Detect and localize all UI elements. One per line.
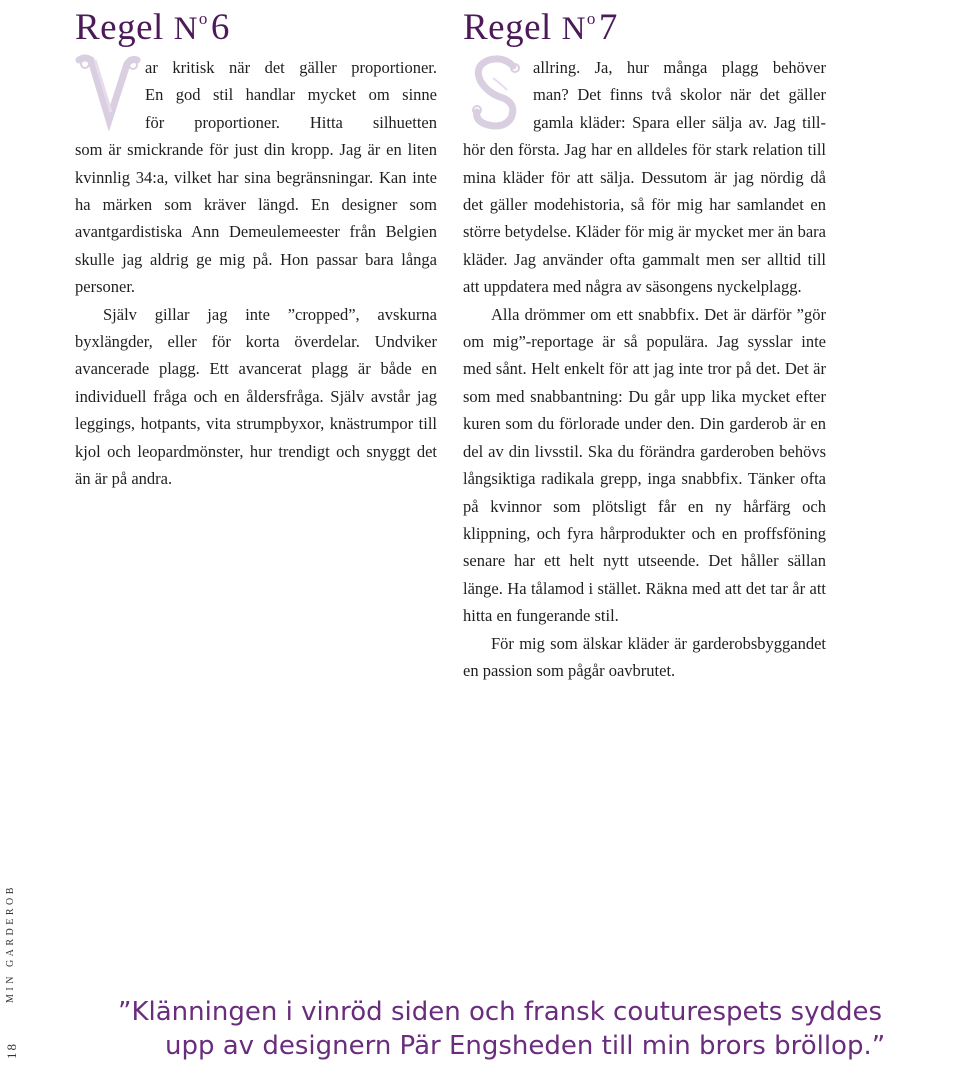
drop-cap-v-ornament — [75, 54, 143, 132]
drop-cap — [463, 54, 533, 136]
lead-block — [463, 54, 826, 136]
lead-line-1: allring. Ja, hur många plagg behöver — [533, 58, 826, 77]
heading-number: 7 — [598, 7, 618, 48]
heading-no: N — [561, 11, 586, 47]
lead-lines — [145, 54, 437, 136]
drop-cap-s-ornament — [463, 54, 531, 132]
lead-line-2: man? Det finns två skolor när det gäller — [533, 85, 826, 105]
page-number — [0, 1041, 22, 1069]
pull-quote — [118, 995, 960, 1063]
rule-7-body — [463, 54, 826, 684]
rule-6-heading — [75, 0, 437, 48]
paragraph-1: hör den första. Jag har en alldeles för stark relation till mina kläder för att sälja. Dessutom är jag nördig då det gäller modehistoria, så för mig har samlandet en större betydelse. Kläder för mig är mycket mer än bara kläder. Jag använder ofta gammalt men ser alltid till att uppdatera med några av säsongens nyckelplagg. — [463, 140, 826, 297]
lead-line-3: för proportioner. Hitta silhuetten — [145, 112, 437, 132]
heading-word: Regel — [463, 7, 552, 48]
rule-6-body — [75, 54, 437, 493]
rule-6-column — [75, 0, 437, 493]
pull-quote-line-1: ”Klänningen i vinröd siden och fransk couturespets syddes — [118, 997, 883, 1027]
heading-no-sup: o — [198, 9, 208, 28]
page-sidebar — [0, 883, 22, 1073]
paragraph-1: som är smickrande för just din kropp. Jag är en liten kvinnlig 34:a, vilket har sina begränsningar. Kan inte ha märken som kräver längd. En designer som avantgardistiska Ann Demeulemeester från Belgien skulle jag aldrig ge mig på. Hon passar bara långa personer. — [75, 140, 437, 297]
lead-lines — [533, 54, 826, 136]
heading-word: Regel — [75, 7, 164, 48]
paragraph-3: För mig som älskar kläder är garderobsbyggandet en passion som pågår oavbrutet. — [463, 633, 826, 680]
lead-line-1: ar kritisk när det gäller proportioner. — [145, 58, 437, 77]
paragraph-2: Alla drömmer om ett snabbfix. Det är därför ”gör om mig”-reportage är så populära. Jag sysslar inte med sånt. Helt enkelt för att jag inte tror på det. Det är som med snabbantning: Du går upp lika mycket efter kuren som du förlorade under den. Din garderob är en del av din livsstil. Ska du förändra garderoben behövs långsiktiga radikala grepp, inga snabbfix. Tänker ofta på kvinnor som plötsligt får en ny hårfärg och klippning, och fyra hårprodukter och en proffsföning senare har ett helt nytt utseende. Det håller sällan länge. Ha tålamod i stället. Räkna med att det tar år att hitta en fungerande stil. — [463, 304, 826, 626]
heading-number: 6 — [210, 7, 230, 48]
heading-no: N — [173, 11, 198, 47]
lead-block — [75, 54, 437, 136]
lead-line-3: gamla kläder: Spara eller sälja av. Jag till- — [533, 112, 826, 132]
section-title-vertical: MIN GARDEROB — [5, 884, 16, 1003]
paragraph-2: Själv gillar jag inte ”cropped”, avskurna byxlängder, eller för korta överdelar. Undviker avancerade plagg. Ett avancerat plagg är både en individuell fråga och en åldersfråga. Själv avstår jag leggings, hotpants, vita strumpbyxor, knästrumpor till kjol och leopardmönster, hur trendigt och snyggt det än är på andra. — [75, 304, 437, 489]
heading-no-sup: o — [586, 9, 596, 28]
lead-line-2: En god stil handlar mycket om sinne — [145, 85, 437, 105]
pull-quote-line-2: upp av designern Pär Engsheden till min brors bröllop.” — [165, 1031, 886, 1061]
rule-7-heading — [463, 0, 826, 48]
rule-7-column — [463, 0, 826, 684]
drop-cap — [75, 54, 145, 136]
page-number-text: 18 — [4, 1042, 19, 1059]
